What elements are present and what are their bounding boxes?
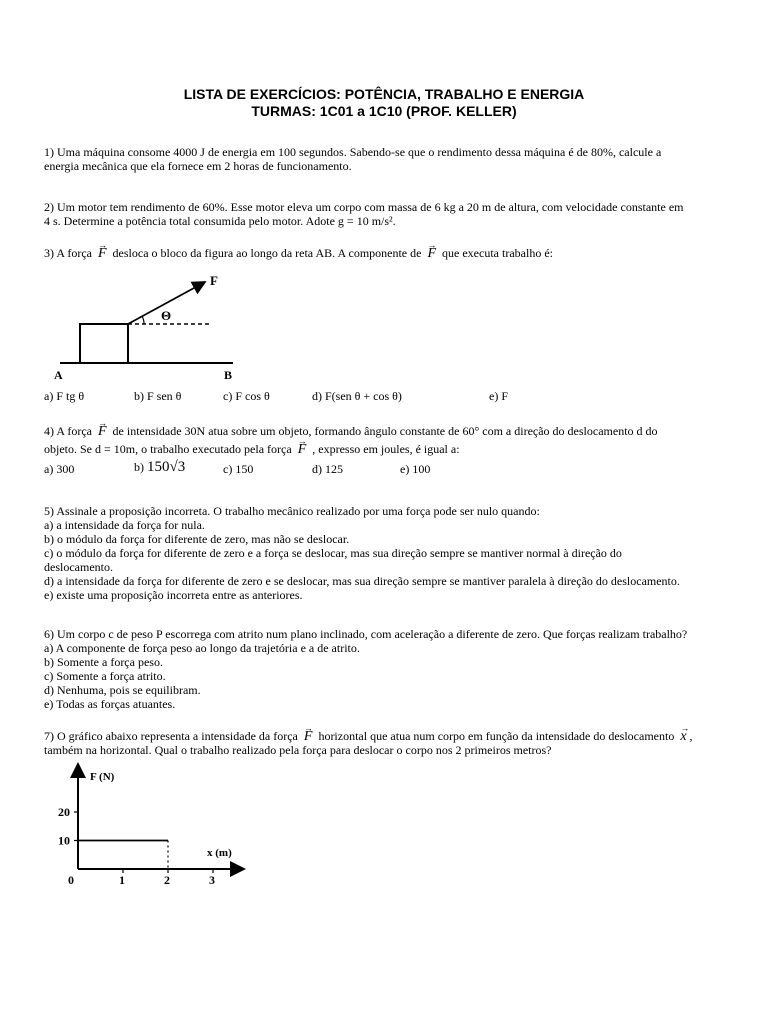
question-3-text-2: desloca o bloco da figura ao longo da reta AB. A componente de bbox=[112, 246, 422, 260]
vector-f-symbol: → F bbox=[295, 443, 310, 457]
page-subtitle: TURMAS: 1C01 a 1C10 (PROF. KELLER) bbox=[251, 103, 517, 119]
question-5-line: deslocamento. bbox=[44, 560, 113, 574]
question-2-line-1: 2) Um motor tem rendimento de 60%. Esse motor eleva um corpo com massa de 6 kg a 20 m de altura, com velocidade constante em bbox=[44, 200, 684, 214]
question-4-option-b bbox=[134, 460, 185, 474]
question-4-line-2 bbox=[44, 442, 726, 457]
y-axis-label: F (N) bbox=[90, 771, 115, 783]
question-4-option-e: e) 100 bbox=[400, 462, 431, 476]
question-4-option-a: a) 300 bbox=[44, 462, 75, 476]
question-3-prompt bbox=[44, 246, 726, 261]
y-tick-label: 10 bbox=[58, 833, 70, 848]
page-title: LISTA DE EXERCÍCIOS: POTÊNCIA, TRABALHO E ENERGIA bbox=[183, 86, 585, 102]
vector-f-symbol: → F bbox=[95, 425, 110, 439]
force-label: F bbox=[210, 273, 218, 288]
question-5-line: c) o módulo da força for diferente de zero e a força se deslocar, mas sua direção sempre se mantiver normal à direção do bbox=[44, 546, 622, 560]
question-4-text-1: 4) A força bbox=[44, 424, 92, 438]
vector-f-symbol: → F bbox=[95, 247, 110, 261]
question-7-line-2: também na horizontal. Qual o trabalho realizado pela força para deslocar o corpo nos 2 primeiros metros? bbox=[44, 743, 552, 757]
x-tick-label: 3 bbox=[209, 873, 215, 887]
question-4-line-1 bbox=[44, 424, 726, 439]
x-axis-label: x (m) bbox=[207, 847, 232, 859]
vector-f-symbol: → F bbox=[301, 730, 316, 744]
question-5-line: a) a intensidade da força for nula. bbox=[44, 518, 205, 532]
question-4-option-b-value: 150√3 bbox=[147, 459, 186, 475]
question-5-line: 5) Assinale a proposição incorreta. O trabalho mecânico realizado por uma força pode ser nulo quando: bbox=[44, 504, 540, 518]
question-7-text-1: 7) O gráfico abaixo representa a intensidade da força bbox=[44, 729, 298, 743]
question-3-option-e: e) F bbox=[489, 389, 508, 403]
question-5-line: b) o módulo da força for diferente de zero, mas não se deslocar. bbox=[44, 532, 350, 546]
question-6-line: c) Somente a força atrito. bbox=[44, 669, 166, 683]
question-3-text-1: 3) A força bbox=[44, 246, 92, 260]
block bbox=[80, 324, 128, 363]
question-3-option-c: c) F cos θ bbox=[223, 389, 270, 403]
question-6-line: a) A componente de força peso ao longo da trajetória e a de atrito. bbox=[44, 641, 360, 655]
question-4-option-c: c) 150 bbox=[223, 462, 254, 476]
question-4-text-3: objeto. Se d = 10m, o trabalho executado pela força bbox=[44, 442, 292, 456]
question-6-line: b) Somente a força peso. bbox=[44, 655, 163, 669]
point-b-label: B bbox=[224, 368, 233, 382]
question-4-text-4: , expresso em joules, é igual a: bbox=[312, 442, 460, 456]
question-4-text-2: de intensidade 30N atua sobre um objeto, formando ângulo constante de 60° com a direção do deslocamento d do bbox=[112, 424, 658, 438]
question-3-option-b: b) F sen θ bbox=[134, 389, 182, 403]
x-tick-label: 1 bbox=[119, 873, 125, 887]
question-5-line: e) existe uma proposição incorreta entre as anteriores. bbox=[44, 588, 303, 602]
question-1-line-2: energia mecânica que ela fornece em 2 horas de funcionamento. bbox=[44, 159, 352, 173]
question-3-option-a: a) F tg θ bbox=[44, 389, 85, 403]
question-7-text-2: horizontal que atua num corpo em função da intensidade do deslocamento bbox=[318, 729, 675, 743]
y-tick-label: 20 bbox=[58, 805, 70, 819]
x-tick-label: 2 bbox=[164, 873, 170, 887]
question-3-text-3: que executa trabalho é: bbox=[442, 246, 553, 260]
question-7-line-1 bbox=[44, 729, 726, 744]
question-2-line-2: 4 s. Determine a potência total consumida pelo motor. Adote g = 10 m/s². bbox=[44, 214, 396, 228]
angle-arc bbox=[142, 316, 144, 324]
question-1-line-1: 1) Uma máquina consome 4000 J de energia em 100 segundos. Sabendo-se que o rendimento dessa máquina é de 80%, calcule a bbox=[44, 145, 662, 159]
point-a-label: A bbox=[54, 368, 63, 382]
question-4-option-b-prefix: b) bbox=[134, 460, 144, 474]
question-3-option-d: d) F(sen θ + cos θ) bbox=[312, 389, 402, 403]
question-4-option-d: d) 125 bbox=[312, 462, 343, 476]
force-displacement-chart bbox=[55, 762, 255, 887]
question-6-line: d) Nenhuma, pois se equilibram. bbox=[44, 683, 201, 697]
x-tick-label: 0 bbox=[68, 873, 74, 887]
question-6-line: 6) Um corpo c de peso P escorrega com atrito num plano inclinado, com aceleração a diferente de zero. Que forças realizam trabalho? bbox=[44, 627, 688, 641]
question-6-line: e) Todas as forças atuantes. bbox=[44, 697, 176, 711]
vector-x-symbol: → x bbox=[677, 730, 689, 744]
question-7-text-3: , bbox=[689, 729, 693, 743]
vector-f-symbol: → F bbox=[424, 247, 439, 261]
question-5-line: d) a intensidade da força for diferente de zero e se deslocar, mas sua direção sempre se mantiver paralela à direção do deslocamento. bbox=[44, 574, 680, 588]
angle-label: Θ bbox=[161, 308, 172, 323]
block-force-figure bbox=[40, 268, 280, 384]
